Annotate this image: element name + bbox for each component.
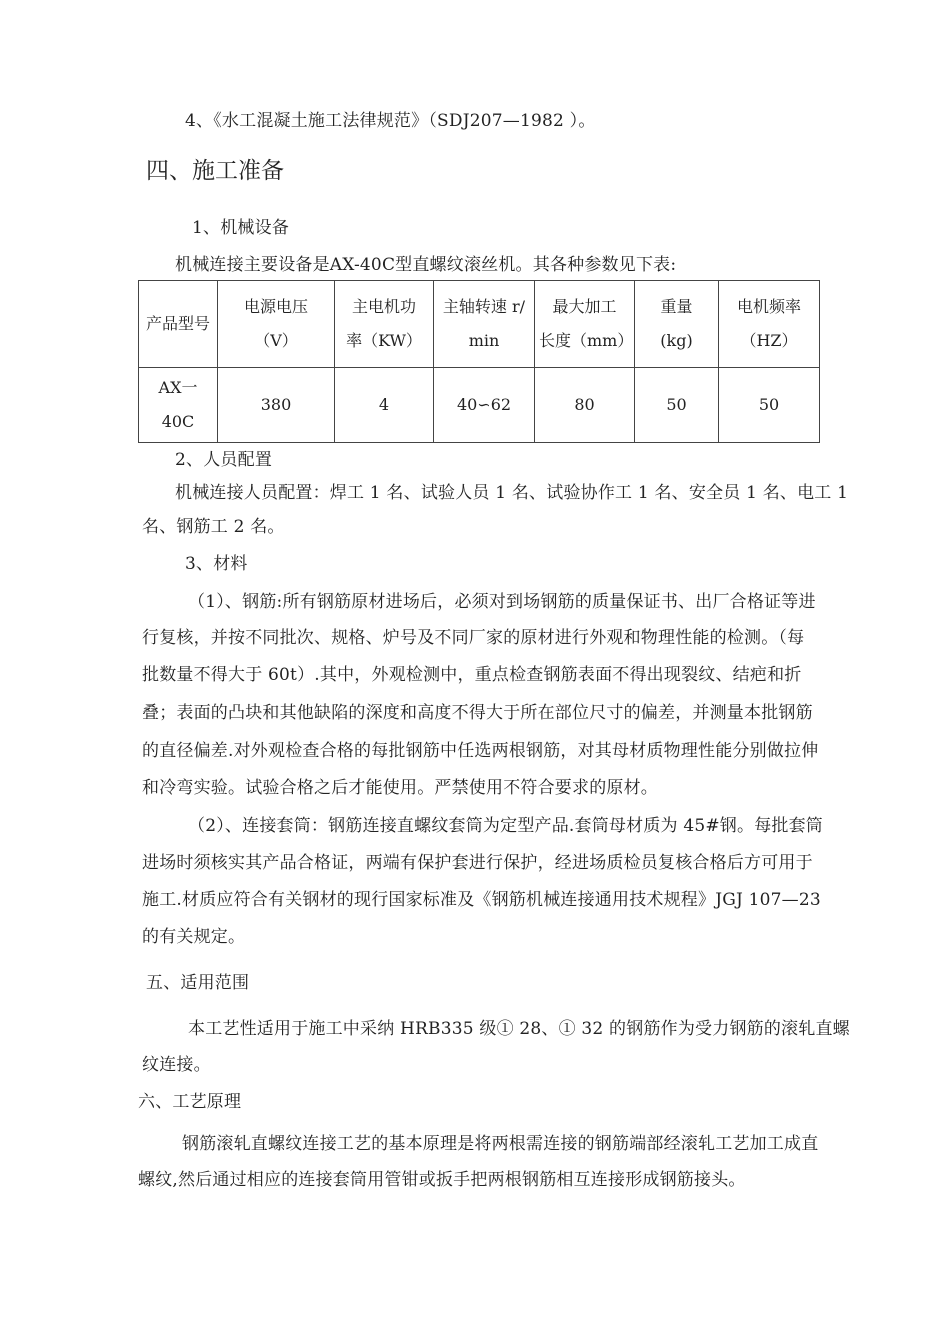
table-cell: 380 bbox=[218, 368, 335, 443]
para1-line: 批数量不得大于 60t）.其中，外观检测中，重点检查钢筋表面不得出现裂纹、结疤和折 bbox=[142, 665, 802, 685]
para2-line: 进场时须核实其产品合格证，两端有保护套进行保护，经进场质检员复核合格后方可用于 bbox=[142, 853, 813, 873]
para2-line: 施工.材质应符合有关钢材的现行国家标准及《钢筋机械连接通用技术规程》JGJ 107—23 bbox=[142, 890, 821, 910]
header-cell: 重量 (kg) bbox=[635, 281, 719, 368]
section6-title: 六、工艺原理 bbox=[138, 1092, 242, 1112]
header-cell: 主电机功 率（KW） bbox=[335, 281, 434, 368]
para1-line: （1）、钢筋:所有钢筋原材进场后，必须对到场钢筋的质量保证书、出厂合格证等进 bbox=[188, 592, 816, 612]
section5-title: 五、适用范围 bbox=[146, 973, 250, 993]
section4-title: 四、施工准备 bbox=[146, 158, 284, 184]
sub2-line: 机械连接人员配置：焊工 1 名、试验人员 1 名、试验协作工 1 名、安全员 1 名、电工 1 bbox=[175, 483, 849, 503]
sub2-line: 名、钢筋工 2 名。 bbox=[142, 517, 285, 537]
section6-line: 钢筋滚轧直螺纹连接工艺的基本原理是将两根需连接的钢筋端部经滚轧工艺加工成直 bbox=[182, 1134, 819, 1154]
section5-line: 纹连接。 bbox=[142, 1055, 211, 1075]
para1-line: 和冷弯实验。试验合格之后才能使用。严禁使用不符合要求的原材。 bbox=[142, 778, 658, 798]
header-cell: 电源电压 （V） bbox=[218, 281, 335, 368]
para2-line: 的有关规定。 bbox=[142, 927, 246, 947]
table-cell: 80 bbox=[535, 368, 635, 443]
header-cell: 最大加工 长度（mm） bbox=[535, 281, 635, 368]
para2-line: （2）、连接套筒：钢筋连接直螺纹套筒为定型产品.套筒母材质为 45#钢。每批套筒 bbox=[188, 816, 823, 836]
table-header-row bbox=[139, 281, 820, 368]
table-cell: 50 bbox=[635, 368, 719, 443]
table-cell: 40∽62 bbox=[434, 368, 535, 443]
table-row bbox=[139, 368, 820, 443]
sub3-title: 3、材料 bbox=[185, 554, 248, 574]
section5-line: 本工艺性适用于施工中采纳 HRB335 级① 28、① 32 的钢筋作为受力钢筋的滚轧直螺 bbox=[188, 1019, 850, 1039]
header-cell: 产品型号 bbox=[139, 281, 218, 368]
section6-line: 螺纹,然后通过相应的连接套筒用管钳或扳手把两根钢筋相互连接形成钢筋接头。 bbox=[138, 1170, 746, 1190]
para1-line: 的直径偏差.对外观检查合格的每批钢筋中任选两根钢筋，对其母材质物理性能分别做拉伸 bbox=[142, 741, 819, 761]
equipment-spec-table bbox=[138, 280, 820, 443]
sub2-title: 2、人员配置 bbox=[175, 450, 273, 470]
header-cell: 电机频率 （HZ） bbox=[719, 281, 820, 368]
table-cell-model: AX一 40C bbox=[139, 368, 218, 443]
header-cell: 主轴转速 r/ min bbox=[434, 281, 535, 368]
sub1-title: 1、机械设备 bbox=[192, 218, 290, 238]
para1-line: 叠；表面的凸块和其他缺陷的深度和高度不得大于所在部位尺寸的偏差，并测量本批钢筋 bbox=[142, 703, 813, 723]
table-cell: 4 bbox=[335, 368, 434, 443]
para1-line: 行复核，并按不同批次、规格、炉号及不同厂家的原材进行外观和物理性能的检测。（每 bbox=[142, 628, 805, 648]
reference-item-4: 4、《水工混凝土施工法律规范》（SDJ207—1982 ）。 bbox=[185, 111, 596, 131]
table-cell: 50 bbox=[719, 368, 820, 443]
sub1-text: 机械连接主要设备是AX-40C型直螺纹滚丝机。其各种参数见下表: bbox=[175, 255, 677, 275]
